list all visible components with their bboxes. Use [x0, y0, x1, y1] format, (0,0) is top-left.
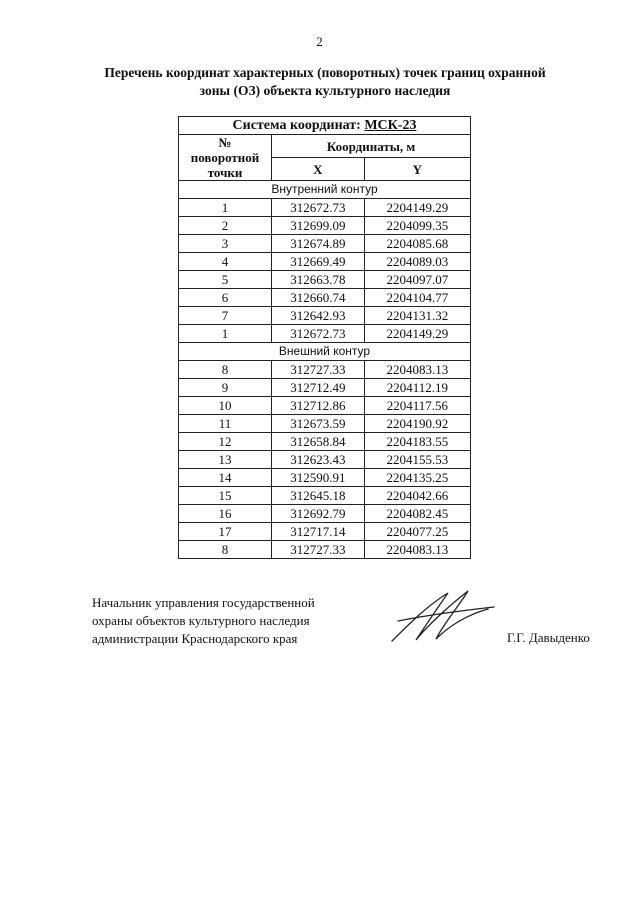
point-number-cell: 1 — [179, 325, 272, 343]
point-number-cell: 17 — [179, 523, 272, 541]
y-coordinate-cell: 2204155.53 — [364, 451, 470, 469]
title-line-1: Перечень координат характерных (поворотных) точек границ охранной — [104, 65, 546, 80]
inner-contour-row — [179, 181, 471, 199]
x-coordinate-cell: 312699.09 — [272, 217, 365, 235]
y-coordinate-cell: 2204089.03 — [364, 253, 470, 271]
outer-contour-row — [179, 343, 471, 361]
y-coordinate-cell: 2204097.07 — [364, 271, 470, 289]
table-row — [179, 451, 471, 469]
header-point-number — [179, 135, 272, 181]
table-row — [179, 235, 471, 253]
header-row — [179, 135, 471, 158]
coordinates-table — [178, 116, 471, 559]
x-coordinate-cell: 312669.49 — [272, 253, 365, 271]
point-number-cell: 4 — [179, 253, 272, 271]
point-number-cell: 12 — [179, 433, 272, 451]
x-coordinate-cell: 312692.79 — [272, 505, 365, 523]
y-coordinate-cell: 2204117.56 — [364, 397, 470, 415]
title-line-2: зоны (ОЗ) объекта культурного наследия — [199, 83, 451, 98]
y-coordinate-cell: 2204112.19 — [364, 379, 470, 397]
table-row — [179, 415, 471, 433]
y-coordinate-cell: 2204190.92 — [364, 415, 470, 433]
table-row — [179, 433, 471, 451]
y-coordinate-cell: 2204183.55 — [364, 433, 470, 451]
point-number-cell: 15 — [179, 487, 272, 505]
point-number-cell: 5 — [179, 271, 272, 289]
x-coordinate-cell: 312712.86 — [272, 397, 365, 415]
x-coordinate-cell: 312645.18 — [272, 487, 365, 505]
point-number-cell: 14 — [179, 469, 272, 487]
point-number-cell: 8 — [179, 361, 272, 379]
point-number-cell: 6 — [179, 289, 272, 307]
table-row — [179, 523, 471, 541]
point-number-cell: 1 — [179, 199, 272, 217]
coordinate-system-row — [179, 117, 471, 135]
y-coordinate-cell: 2204135.25 — [364, 469, 470, 487]
signer-name: Г.Г. Давыденко — [507, 630, 590, 645]
x-coordinate-cell: 312673.59 — [272, 415, 365, 433]
y-coordinate-cell: 2204082.45 — [364, 505, 470, 523]
point-number-cell: 3 — [179, 235, 272, 253]
x-coordinate-cell: 312712.49 — [272, 379, 365, 397]
coordinate-system-label: Система координат: — [232, 118, 361, 133]
point-number-cell: 9 — [179, 379, 272, 397]
signature-title — [92, 594, 372, 648]
x-coordinate-cell: 312658.84 — [272, 433, 365, 451]
point-number-cell: 13 — [179, 451, 272, 469]
signature-line-3: администрации Краснодарского края — [92, 631, 298, 646]
y-coordinate-cell: 2204149.29 — [364, 325, 470, 343]
handwritten-signature — [388, 585, 498, 645]
header-coordinates: Координаты, м — [272, 135, 471, 158]
signature-line-2: охраны объектов культурного наследия — [92, 613, 310, 628]
header-num-line-3: точки — [207, 165, 243, 180]
table-row — [179, 271, 471, 289]
outer-contour-label: Внешний контур — [179, 343, 471, 361]
point-number-cell: 11 — [179, 415, 272, 433]
table-row — [179, 379, 471, 397]
header-y: Y — [364, 158, 470, 181]
y-coordinate-cell: 2204104.77 — [364, 289, 470, 307]
table-row — [179, 487, 471, 505]
x-coordinate-cell: 312674.89 — [272, 235, 365, 253]
page-number: 2 — [316, 34, 323, 49]
x-coordinate-cell: 312642.93 — [272, 307, 365, 325]
y-coordinate-cell: 2204083.13 — [364, 541, 470, 559]
header-x: X — [272, 158, 365, 181]
table-row — [179, 361, 471, 379]
coordinate-system-cell — [179, 117, 471, 135]
y-coordinate-cell: 2204085.68 — [364, 235, 470, 253]
y-coordinate-cell: 2204131.32 — [364, 307, 470, 325]
x-coordinate-cell: 312623.43 — [272, 451, 365, 469]
y-coordinate-cell: 2204083.13 — [364, 361, 470, 379]
x-coordinate-cell: 312672.73 — [272, 199, 365, 217]
y-coordinate-cell: 2204077.25 — [364, 523, 470, 541]
x-coordinate-cell: 312672.73 — [272, 325, 365, 343]
y-coordinate-cell: 2204099.35 — [364, 217, 470, 235]
x-coordinate-cell: 312717.14 — [272, 523, 365, 541]
point-number-cell: 2 — [179, 217, 272, 235]
x-coordinate-cell: 312727.33 — [272, 361, 365, 379]
table-row — [179, 505, 471, 523]
point-number-cell: 16 — [179, 505, 272, 523]
header-num-line-2: поворотной — [190, 150, 260, 165]
coordinate-system-name: МСК-23 — [364, 118, 417, 133]
y-coordinate-cell: 2204042.66 — [364, 487, 470, 505]
x-coordinate-cell: 312727.33 — [272, 541, 365, 559]
table-row — [179, 469, 471, 487]
header-num-line-1: № — [218, 135, 232, 150]
table-row — [179, 253, 471, 271]
table-row — [179, 325, 471, 343]
table-row — [179, 397, 471, 415]
table-row — [179, 289, 471, 307]
table-row — [179, 217, 471, 235]
x-coordinate-cell: 312663.78 — [272, 271, 365, 289]
table-row — [179, 199, 471, 217]
x-coordinate-cell: 312590.91 — [272, 469, 365, 487]
table-row — [179, 307, 471, 325]
x-coordinate-cell: 312660.74 — [272, 289, 365, 307]
signature-line-1: Начальник управления государственной — [92, 595, 315, 610]
table-row — [179, 541, 471, 559]
point-number-cell: 7 — [179, 307, 272, 325]
point-number-cell: 10 — [179, 397, 272, 415]
point-number-cell: 8 — [179, 541, 272, 559]
y-coordinate-cell: 2204149.29 — [364, 199, 470, 217]
inner-contour-label: Внутренний контур — [179, 181, 471, 199]
document-title — [90, 64, 560, 100]
